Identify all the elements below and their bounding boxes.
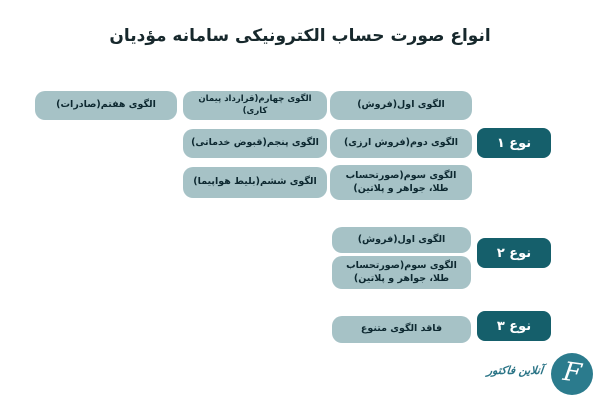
logo-monogram-icon: F [561, 356, 584, 390]
pattern-box-type2-first: الگوی اول(فروش) [332, 227, 471, 253]
logo-circle-icon [551, 353, 593, 395]
pattern-box-type1-sixth: الگوی ششم(بلیط هواپیما) [183, 167, 327, 198]
pattern-box-type1-fifth: الگوی پنجم(قبوض خدماتی) [183, 129, 327, 158]
type3-badge: نوع ۳ [477, 311, 551, 341]
pattern-box-type3-none: فاقد الگوی متنوع [332, 316, 471, 343]
pattern-box-type1-seventh: الگوی هفتم(صادرات) [35, 91, 177, 120]
logo-wordmark: آنلاین فاکتور [486, 364, 544, 377]
pattern-box-type2-third: الگوی سوم(صورتحساب طلا، جواهر و پلاتین) [332, 256, 471, 289]
type2-badge: نوع ۲ [477, 238, 551, 268]
pattern-box-type1-third: الگوی سوم(صورتحساب طلا، جواهر و پلاتین) [330, 165, 472, 200]
pattern-box-type1-second: الگوی دوم(فروش ارزی) [330, 129, 472, 158]
type1-badge: نوع ۱ [477, 128, 551, 158]
pattern-box-type1-fourth: الگوی چهارم(قرارداد پیمان کاری) [183, 91, 327, 120]
pattern-box-type1-first: الگوی اول(فروش) [330, 91, 472, 120]
logo [480, 352, 595, 397]
page-title: انواع صورت حساب الکترونیکی سامانه مؤدیان [109, 26, 491, 46]
